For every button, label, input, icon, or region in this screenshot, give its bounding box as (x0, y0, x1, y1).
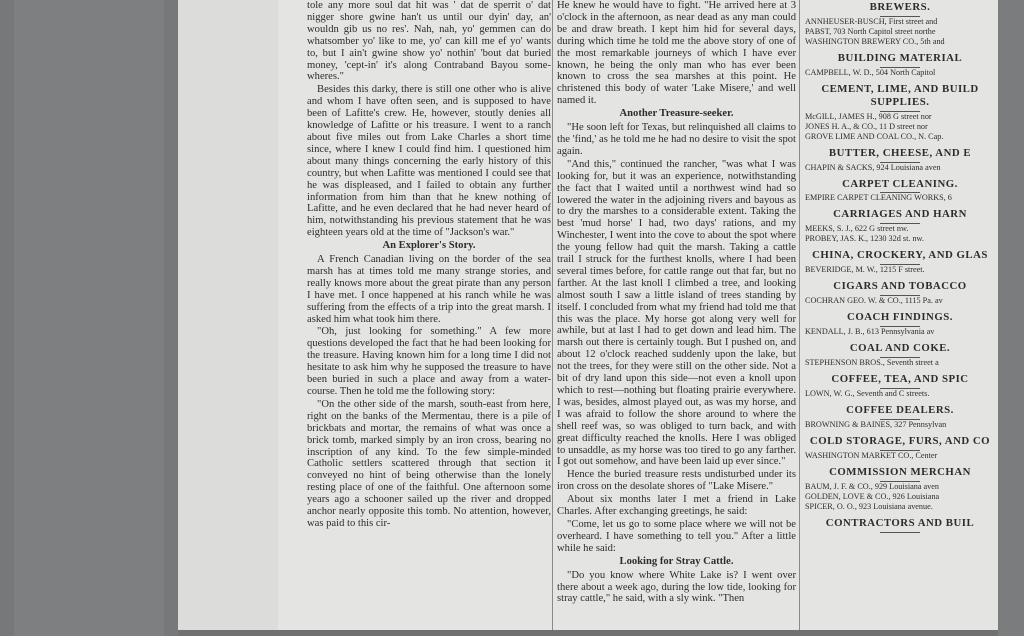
directory-entry: COCHRAN GEO. W. & CO., 1115 Pa. av (805, 296, 943, 306)
article-paragraph: "And this," continued the rancher, "was what I was looking for, but it was an experience, notwithstanding the fact that I waited until a northwest wind had so lowered the water in the adjoining rivers and bayous as to dry the marshes to a considerable extent. Taking the best 'mud horse' I had, two days' rations, and my Winchester, I went into the cove to about the spot where the young fellow had quit the marsh. Taking a cattle trail I struck for the furthest knolls, where I had been several times before, for cattle range out that far, but no farther. At the last knoll I climbed a tree, and looking almost south I saw a little island of trees standing by itself. I concluded from what my friend had told me that this was the place. My horse got along very well for awhile, but at last I had to get down and lead him. The marsh out there is certainly tough. But I pushed on, and about 12 o'clock reached suddenly upon the lake, but not the trees, for they were still on the other side. Not a bit of dry land upon this side—not even a knoll upon which to rest—nothing but floating prairie everywhere. I was, besides, almost played out, as was my horse, and I was afraid to follow the shore around to where the shell reef was, so was obliged to turn back, and with great difficulty reached the knolls. Here I was obliged to unsaddle, as my horse was too tired to go any farther. I got out somehow, and have been laid up ever since." (557, 158, 796, 468)
directory-entry: CHAPIN & SACKS, 924 Louisiana aven (805, 162, 941, 172)
newspaper-left-margin (178, 0, 278, 630)
directory-heading: BREWERS. (869, 2, 931, 13)
scanner-background-right (998, 0, 1024, 636)
directory-heading: COFFEE, TEA, AND SPIC (831, 373, 969, 385)
section-heading: An Explorer's Story. (382, 240, 476, 252)
directory-entry: WASHINGTON MARKET CO., Center (805, 450, 938, 460)
business-directory-column (805, 0, 995, 630)
directory-entry: WASHINGTON BREWERY CO., 5th and (805, 36, 945, 46)
directory-entry: GOLDEN, LOVE & CO., 926 Louisiana (805, 491, 940, 501)
directory-heading: COLD STORAGE, FURS, AND CO (809, 435, 991, 447)
directory-entry: EMPIRE CARPET CLEANING WORKS, 6 (805, 193, 952, 203)
article-paragraph: "He soon left for Texas, but relinquished all claims to the 'find,' as he told me he had no desire to visit the spot again. (557, 122, 796, 157)
directory-entry: PABST, 703 North Capitol street northe (805, 26, 936, 36)
section-heading: Another Treasure-seeker. (619, 108, 734, 120)
directory-entry: BAUM, J. F. & CO., 929 Louisiana aven (805, 481, 939, 491)
column-rule (799, 0, 800, 630)
directory-entry: PROBEY, JAS. K., 1230 32d st. nw. (805, 234, 924, 244)
directory-entry: BEVERIDGE, M. W., 1215 F street. (805, 265, 925, 275)
directory-heading: CARPET CLEANING. (842, 178, 958, 190)
directory-entry: LOWN, W. G., Seventh and C streets. (805, 388, 930, 398)
directory-entry: GROVE LIME AND COAL CO., N. Cap. (805, 131, 944, 141)
directory-entry: JONES H. A., & CO., 11 D street nor (805, 121, 928, 131)
article-paragraph: tole any more soul dat hit was ' dat de sperrit o' dat nigger shore gwine han't us until our dyin' day, an' wouldn gib us no res'. Nah, nah, yo' gemmen can do whatsomber yo' like to me, yo' can kill me ef yo' wants to, but I ain't gwine show yo' nothin' 'bout dat buried money, 'cept-in' it's along Contraband Bayou some-wheres." (307, 0, 551, 83)
directory-heading: CARRIAGES AND HARN (833, 209, 967, 221)
directory-entry: McGILL, JAMES H., 908 G street nor (805, 111, 932, 121)
directory-heading: CEMENT, LIME, AND BUILD (821, 83, 979, 95)
article-paragraph: Hence the buried treasure rests undisturbed under its iron cross on the desolate shores of "Lake Misere." (557, 469, 796, 493)
directory-entry: MEEKS, S. J., 622 G street nw. (805, 224, 909, 234)
directory-entry: SPICER, O. O., 923 Louisiana avenue. (805, 501, 933, 511)
directory-heading: COFFEE DEALERS. (846, 404, 954, 416)
section-heading: Looking for Stray Cattle. (619, 555, 734, 567)
directory-heading: CHINA, CROCKERY, AND GLAS (812, 250, 988, 262)
column-rule (552, 0, 553, 630)
directory-entry: ANNHEUSER-BUSCH, First street and (805, 16, 938, 26)
article-column-2 (557, 0, 796, 630)
directory-heading: CIGARS AND TOBACCO (833, 281, 967, 293)
article-paragraph: He knew he would have to fight. "He arrived here at 3 o'clock in the afternoon, as near dead as any man could be and draw breath. I kept him hid for several days, during which time he told me the above story of one of the most remarkable journeys of which I have ever known, he being the only man who has ever been known to cross the sea marshes at this point. He christened this body of water 'Lake Misere,' and well named it. (557, 0, 796, 107)
directory-heading: COMMISSION MERCHAN (829, 466, 971, 478)
directory-entry: KENDALL, J. B., 613 Pennsylvania av (805, 327, 935, 337)
article-paragraph: Besides this darky, there is still one other who is alive and whom I have often seen, and is supposed to have been of Lafitte's crew. He, however, stoutly denies all knowledge of Lafitte or his treasure. I went to a ranch about five miles out from Lake Charles a short time since, where I knew I could find him. I questioned him about many things concerning the early history of this country, but when Lafitte was mentioned I could see that he was displeased, and I failed to obtain any further information from him than that he knew nothing of Lafitte, and he even declared that he had never heard of him, notwithstanding his previous statement that he was eighteen years old at the time of "Jackson's war." (307, 84, 551, 239)
directory-heading: COAL AND COKE. (849, 343, 951, 355)
article-paragraph: "Come, let us go to some place where we will not be overheard. I have something to tell you." After a little while he said: (557, 518, 796, 554)
directory-entry: STEPHENSON BROS., Seventh street a (805, 357, 939, 367)
scanner-shadow-band (14, 0, 164, 636)
article-column-1 (307, 0, 551, 630)
directory-entry: CAMPBELL, W. D., 504 North Capitol (805, 67, 936, 77)
article-paragraph: "Oh, just looking for something." A few more questions developed the fact that he had been looking for the treasure. Having known him for a long time I did not hesitate to ask him why he supposed the treasure to have been buried in such a place and away from a water-course. Then he told me the following story: (307, 326, 551, 397)
directory-divider (880, 532, 920, 533)
directory-heading: BUILDING MATERIAL (837, 52, 963, 64)
directory-heading: BUTTER, CHEESE, AND E (828, 147, 972, 159)
directory-entry: BROWNING & BAINES, 327 Pennsylvan (805, 419, 947, 429)
article-paragraph: "On the other side of the marsh, south-east from here, right on the banks of the Mermentau, there is a pile of brickbats and mortar, the remains of what was once a brick tomb, marked simply by an iron cross, bearing no inscription of any kind. To the few simple-minded Catholic settlers scattered through that section it conveyed no hint of being otherwise than the lonely resting place of one of the faithful. One afternoon some years ago a schooner sailed up the river and dropped anchor nearly opposite this tomb. No attention, however, was paid to this cir- (307, 398, 551, 529)
directory-heading: CONTRACTORS AND BUIL (825, 517, 975, 529)
directory-heading: COACH FINDINGS. (847, 312, 953, 324)
article-paragraph: About six months later I met a friend in Lake Charles. After exchanging greetings, he said: (557, 494, 796, 518)
article-paragraph: "Do you know where White Lake is? I went over there about a week ago, during the low tide, looking for stray cattle," he said, with a sly wink. "Then (557, 569, 796, 605)
directory-subheading: SUPPLIES. (870, 96, 930, 108)
article-paragraph: A French Canadian living on the border of the sea marsh has at times told me many strange stories, and really knows more about the great pirate than any person I have met. I once happened at his ranch while he was suffering from the effects of a trip into the great marsh. I asked him what took him there. (307, 254, 551, 325)
